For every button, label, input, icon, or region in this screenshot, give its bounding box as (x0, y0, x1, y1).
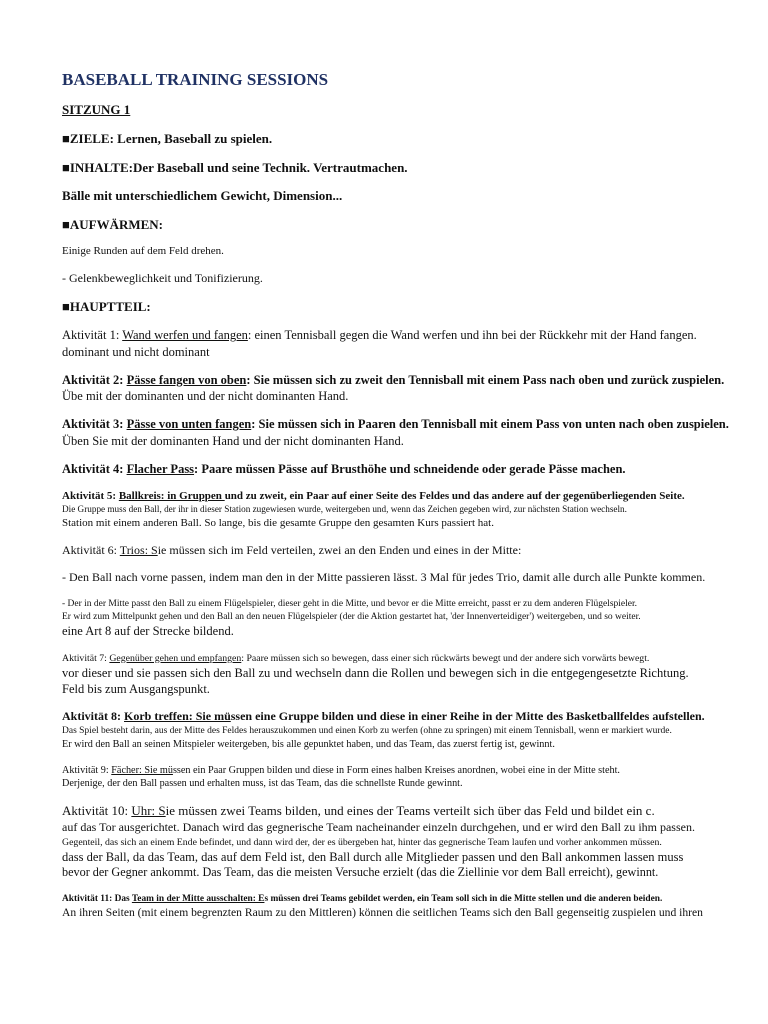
activity-7-line-2: vor dieser und sie passen sich den Ball zu und wechseln dann die Rollen und bewegen sich in die entgegengesetzte Richtung. (62, 665, 689, 680)
activity-7-line-1 (62, 652, 742, 665)
document-page (62, 70, 742, 932)
activity-6-line-5: eine Art 8 auf der Strecke bildend. (62, 624, 234, 639)
activity-4-line-1 (62, 461, 742, 477)
activity-3-name: Pässe von unten fangen (126, 417, 252, 432)
activity-9-text: ssen ein Paar Gruppen bilden und diese in Form eines halben Kreises anordnen, wobei eine in der Mitte steht. (172, 764, 620, 776)
activity-5-name: Ballkreis: in Gruppen (118, 490, 225, 503)
activity-7-line-3: Feld bis zum Ausgangspunkt. (62, 682, 210, 697)
activity-5-text: und zu zweit, ein Paar auf einer Seite des Feldes und das andere auf der gegenüberliegenden Seite. (224, 490, 685, 503)
activity-10-name: Uhr: S (131, 803, 166, 819)
activity-1 (62, 327, 742, 360)
activity-5-line-3: Station mit einem anderen Ball. So lange, bis die gesamte Gruppe den gesamten Kurs passiert hat. (62, 516, 494, 529)
activity-6-text: ie müssen sich im Feld verteilen, zwei an den Enden und eines in der Mitte: (157, 542, 522, 557)
activity-8-text: ssen eine Gruppe bilden und diese in einer Reihe in der Mitte des Basketballfeldes aufstellen. (230, 709, 705, 724)
warmup-line-1: Einige Runden auf dem Feld drehen. (62, 245, 224, 258)
activity-6-line-3: - Der in der Mitte passt den Ball zu einem Flügelspieler, dieser geht in die Mitte, und bevor er die Mitte erreicht, passt er zu dem anderen Flügelspieler. (62, 598, 637, 609)
activity-6-name: Trios: S (119, 542, 158, 557)
activity-6-part-2 (62, 570, 742, 586)
activity-10-line-1 (62, 803, 742, 820)
activity-1-label: Aktivität 1: (62, 328, 123, 343)
activity-2-name: Pässe fangen von oben (126, 372, 247, 387)
activity-2-text: : Sie müssen sich zu zweit den Tennisball mit einem Pass nach oben und zurück zuspielen. (246, 372, 725, 387)
activity-10-line-4: dass der Ball, da das Team, das auf dem Feld ist, den Ball durch alle Mitglieder passen und den Ball ankommen lassen muss (62, 849, 684, 864)
activity-10-label: Aktivität 10: (62, 803, 132, 819)
activity-4-label: Aktivität 4: (62, 461, 127, 476)
activity-11-name: Team in der Mitte ausschalten: E (131, 893, 265, 904)
activity-7-label: Aktivität 7: (62, 652, 110, 664)
activity-6-line-4: Er wird zum Mittelpunkt gehen und den Ball an den neuen Flügelspieler (der die Aktion gestartet hat, 'der Innenverteidiger') weitergeben, und so weiter. (62, 611, 641, 622)
activity-7-text: : Paare müssen sich so bewegen, dass einer sich rückwärts bewegt und der andere sich vorwärts bewegt. (241, 652, 650, 664)
activity-3-line-2: Üben Sie mit der dominanten Hand und der nicht dominanten Hand. (62, 433, 404, 448)
activity-2-line-1 (62, 372, 742, 388)
activity-7-name: Gegenüber gehen und empfangen (109, 652, 242, 664)
activity-5 (62, 489, 742, 531)
activity-4-name: Flacher Pass (126, 461, 195, 476)
activity-9-name: Fächer: Sie mü (111, 764, 173, 776)
activity-2-label: Aktivität 2: (62, 372, 127, 387)
activity-11-line-1 (62, 893, 742, 905)
activity-5-line-2: Die Gruppe muss den Ball, der ihr in dieser Station zugewiesen wurde, weitergeben und, wenn das Zeichen gegeben wird, zur nächsten Station wechseln. (62, 504, 627, 515)
activity-4 (62, 461, 742, 477)
activity-11-text: s müssen drei Teams gebildet werden, ein Team soll sich in die Mitte stellen und die anderen beiden. (264, 893, 663, 904)
activity-10 (62, 803, 742, 881)
activity-8-line-2: Das Spiel besteht darin, aus der Mitte des Feldes herauszukommen und einen Korb zu werfen (ohne zu springen) mit einem Tennisball, wenn er markiert wurde. (62, 726, 672, 736)
activity-6-line-1 (62, 543, 742, 559)
activity-6-line-2: - Den Ball nach vorne passen, indem man den in der Mitte passieren lässt. 3 Mal für jedes Trio, damit alle durch alle Punkte kommen. (62, 570, 706, 585)
activity-8 (62, 709, 742, 751)
activity-8-label: Aktivität 8: (62, 709, 124, 724)
activity-3-text: : Sie müssen sich in Paaren den Tennisball mit einem Pass von unten nach oben zuspielen. (251, 417, 729, 432)
main-part-heading: ■HAUPTTEIL: (62, 298, 151, 314)
activity-9-line-1 (62, 764, 742, 778)
activity-10-line-5: bevor der Gegner ankommt. Das Team, das die meisten Versuche erzielt (das die Ziellinie vor dem Ball erreicht), gewinnt. (62, 865, 659, 880)
warmup-line-2: - Gelenkbeweglichkeit und Tonifizierung. (62, 271, 263, 286)
activity-1-line-1 (62, 327, 742, 343)
warmup-heading: ■AUFWÄRMEN: (62, 216, 164, 232)
activity-2 (62, 372, 742, 405)
activity-11 (62, 893, 742, 920)
activity-3-line-1 (62, 416, 742, 432)
activity-6-label: Aktivität 6: (62, 542, 120, 557)
activity-3-label: Aktivität 3: (62, 417, 127, 432)
activity-9-label: Aktivität 9: (62, 764, 112, 776)
activity-10-line-2: auf das Tor ausgerichtet. Danach wird das gegnerische Team nacheinander einzeln durchgehen, und er wird den Ball zu ihm passen. (62, 820, 695, 834)
activity-10-line-3: Gegenteil, das sich an einem Ende befindet, und dann wird der, der es übergeben hat, hinter das gegnerische Team laufen und vorher ankommen müssen. (62, 836, 662, 848)
activity-8-line-1 (62, 709, 742, 725)
activity-9-line-2: Derjenige, der den Ball passen und erhalten muss, ist das Team, das die schnellste Runde gewinnt. (62, 778, 463, 790)
activity-8-line-3: Er wird den Ball an seinen Mitspieler weitergeben, bis alle gepunktet haben, und das Team, das zuerst fertig ist, gewinnt. (62, 738, 555, 750)
goals-line: ■ZIELE: Lernen, Baseball zu spielen. (62, 131, 273, 146)
activity-1-text: : einen Tennisball gegen die Wand werfen und ihn bei der Rückkehr mit der Hand fangen. (247, 328, 697, 343)
activity-6 (62, 543, 742, 559)
activity-11-label: Aktivität 11: Das (62, 893, 132, 904)
balls-line: Bälle mit unterschiedlichem Gewicht, Dimension... (62, 188, 343, 204)
activity-4-text: : Paare müssen Pässe auf Brusthöhe und schneidende oder gerade Pässe machen. (194, 461, 626, 476)
page-title: BASEBALL TRAINING SESSIONS (62, 70, 329, 89)
activity-5-label: Aktivität 5: (62, 490, 119, 503)
activity-7 (62, 652, 742, 698)
activity-1-name: Wand werfen und fangen (122, 328, 248, 343)
activity-5-line-1 (62, 489, 742, 503)
activity-8-name: Korb treffen: Sie mü (124, 709, 231, 724)
activity-11-line-2: An ihren Seiten (mit einem begrenzten Raum zu den Mittleren) können die seitlichen Teams sich den Ball gegenseitig zuspielen und ihren (62, 906, 703, 920)
session-heading: SITZUNG 1 (62, 102, 131, 117)
activity-3 (62, 416, 742, 449)
activity-1-line-2: dominant und nicht dominant (62, 344, 210, 359)
activity-10-text: ie müssen zwei Teams bilden, und eines der Teams verteilt sich über das Feld und bildet ein c. (165, 803, 655, 819)
activity-2-line-2: Übe mit der dominanten und der nicht dominanten Hand. (62, 389, 349, 404)
activity-9 (62, 764, 742, 792)
contents-line: ■INHALTE:Der Baseball und seine Technik. Vertrautmachen. (62, 159, 408, 175)
activity-6-part-3 (62, 598, 742, 640)
